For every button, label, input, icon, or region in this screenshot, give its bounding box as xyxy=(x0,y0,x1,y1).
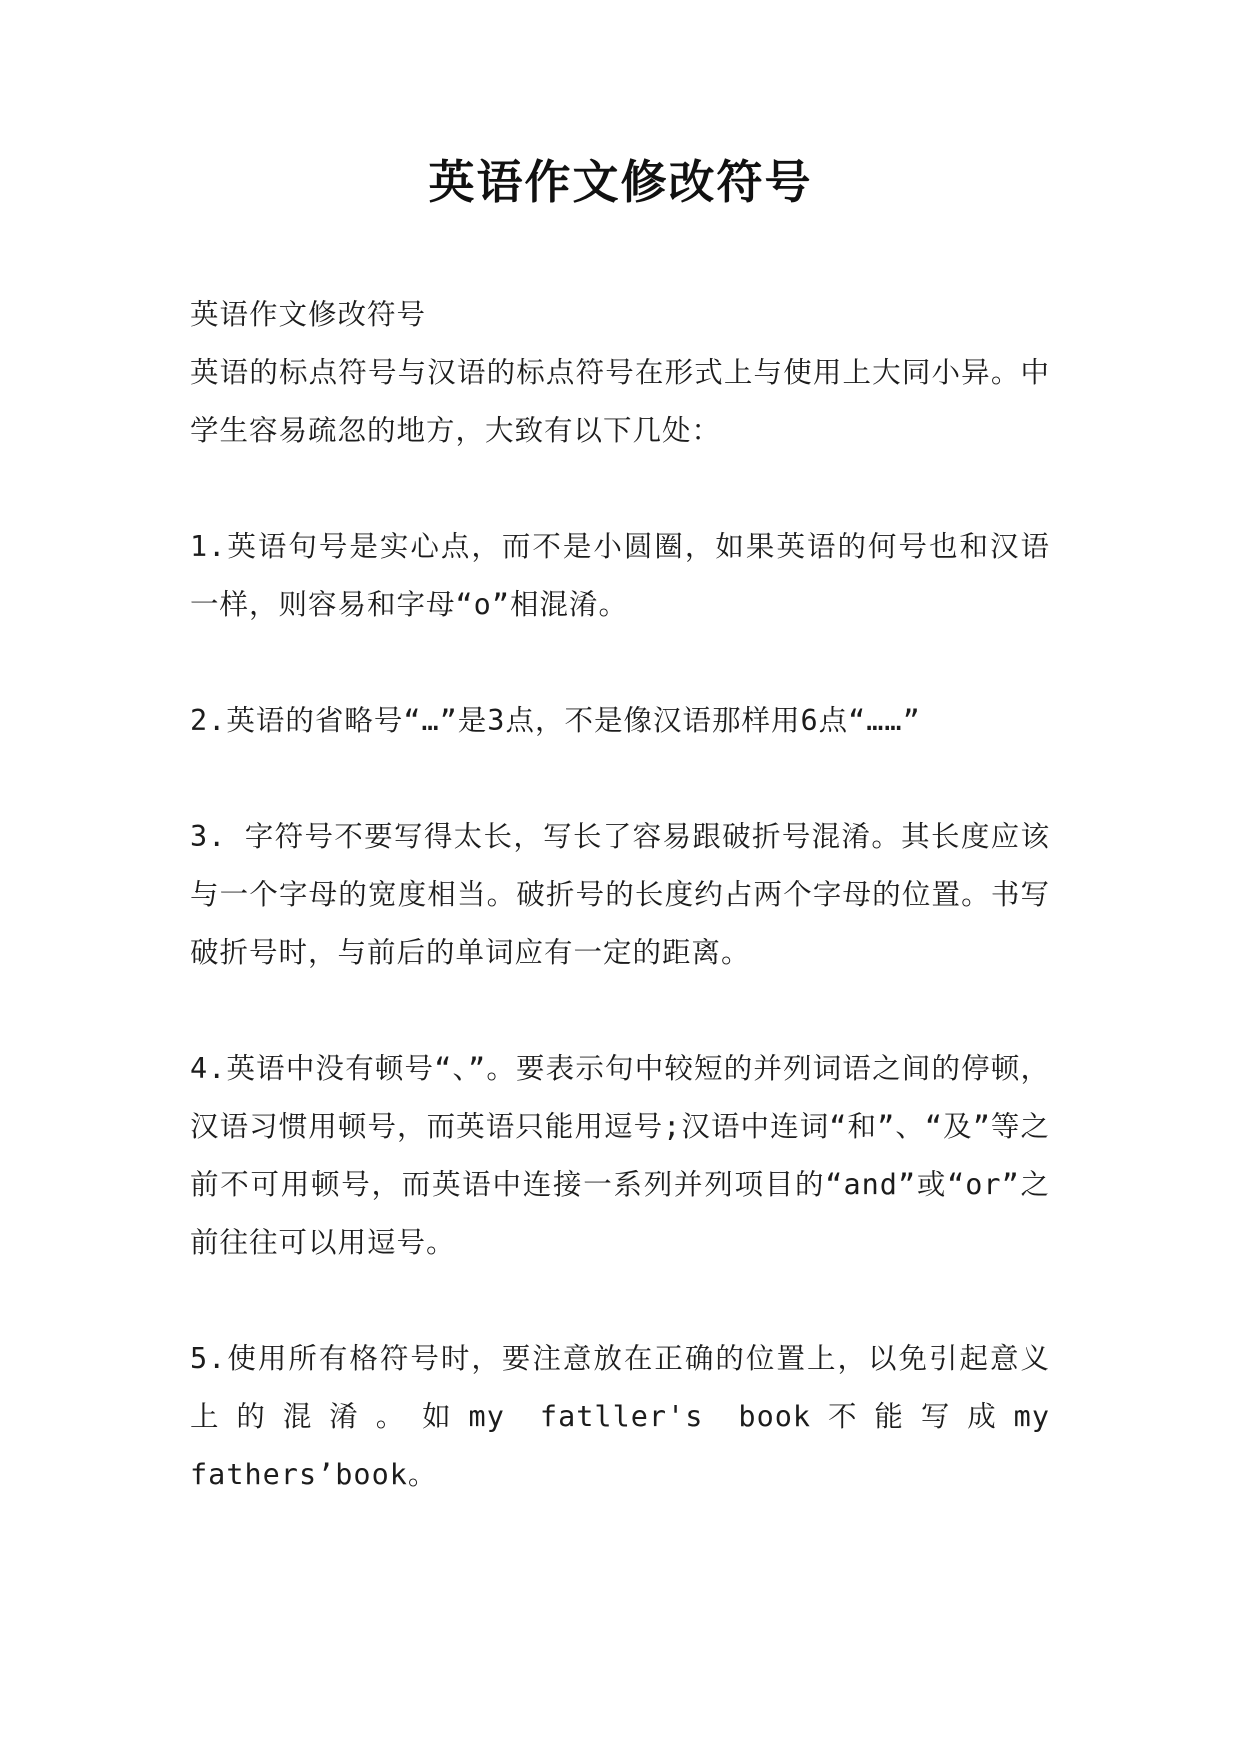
item-paragraph-2: 2.英语的省略号“…”是3点，不是像汉语那样用6点“……” xyxy=(190,704,921,737)
item-paragraph-5: 5.使用所有格符号时，要注意放在正确的位置上，以免引起意义上的混淆。如my fatller's book不能写成my fathers’book。 xyxy=(190,1342,1050,1491)
item-paragraph-3: 3. 字符号不要写得太长，写长了容易跟破折号混淆。其长度应该与一个字母的宽度相当。破折号的长度约占两个字母的位置。书写破折号时，与前后的单词应有一定的距离。 xyxy=(190,820,1050,969)
document-title: 英语作文修改符号 xyxy=(428,155,813,209)
subtitle-line: 英语作文修改符号 xyxy=(190,298,427,331)
intro-paragraph: 英语的标点符号与汉语的标点符号在形式上与使用上大同小异。中学生容易疏忽的地方，大致有以下几处： xyxy=(190,356,1050,447)
document-body xyxy=(190,286,1050,1504)
item-paragraph-1: 1.英语句号是实心点，而不是小圆圈，如果英语的何号也和汉语一样，则容易和字母“o”相混淆。 xyxy=(190,530,1050,621)
item-paragraph-4: 4.英语中没有顿号“、”。要表示句中较短的并列词语之间的停顿，汉语习惯用顿号，而英语只能用逗号;汉语中连词“和”、“及”等之前不可用顿号，而英语中连接一系列并列项目的“and”或“or”之前往往可以用逗号。 xyxy=(190,1052,1050,1259)
